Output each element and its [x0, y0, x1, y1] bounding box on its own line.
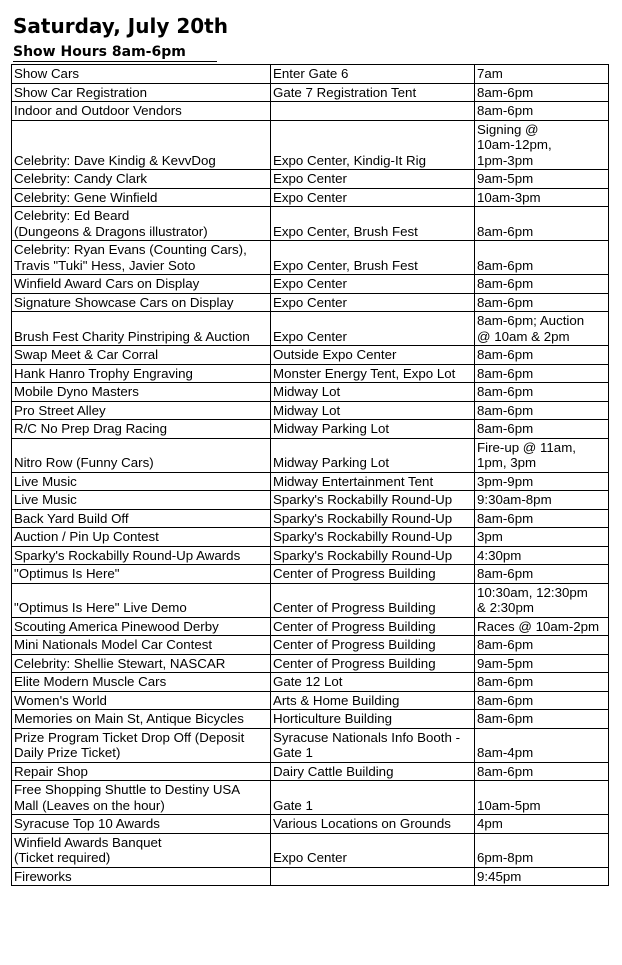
time-cell: 4pm — [475, 815, 609, 834]
location-cell: Center of Progress Building — [271, 654, 475, 673]
location-cell: Various Locations on Grounds — [271, 815, 475, 834]
location-cell: Midway Entertainment Tent — [271, 472, 475, 491]
location-cell: Expo Center — [271, 188, 475, 207]
location-cell: Monster Energy Tent, Expo Lot — [271, 364, 475, 383]
table-row — [12, 617, 609, 636]
event-cell: Celebrity: Gene Winfield — [12, 188, 271, 207]
location-cell: Arts & Home Building — [271, 691, 475, 710]
table-row — [12, 293, 609, 312]
event-cell: Signature Showcase Cars on Display — [12, 293, 271, 312]
table-row — [12, 207, 609, 241]
location-cell: Sparky's Rockabilly Round-Up — [271, 546, 475, 565]
event-cell: Women's World — [12, 691, 271, 710]
table-row — [12, 491, 609, 510]
time-cell: 10am-5pm — [475, 781, 609, 815]
table-row — [12, 673, 609, 692]
time-cell: 9:45pm — [475, 867, 609, 886]
event-cell: Celebrity: Shellie Stewart, NASCAR — [12, 654, 271, 673]
location-cell: Expo Center — [271, 833, 475, 867]
table-row — [12, 383, 609, 402]
event-cell: Mobile Dyno Masters — [12, 383, 271, 402]
location-cell: Center of Progress Building — [271, 617, 475, 636]
event-cell: Brush Fest Charity Pinstriping & Auction — [12, 312, 271, 346]
table-row — [12, 833, 609, 867]
event-cell: "Optimus Is Here" — [12, 565, 271, 584]
table-row — [12, 654, 609, 673]
location-cell: Enter Gate 6 — [271, 65, 475, 84]
table-row — [12, 188, 609, 207]
event-cell: Sparky's Rockabilly Round-Up Awards — [12, 546, 271, 565]
table-row — [12, 815, 609, 834]
time-cell: Signing @ 10am-12pm, 1pm-3pm — [475, 120, 609, 170]
event-cell: Celebrity: Candy Clark — [12, 170, 271, 189]
table-row — [12, 472, 609, 491]
table-row — [12, 636, 609, 655]
event-cell: Winfield Award Cars on Display — [12, 275, 271, 294]
location-cell — [271, 867, 475, 886]
event-cell: Show Car Registration — [12, 83, 271, 102]
table-row — [12, 781, 609, 815]
location-cell: Expo Center, Brush Fest — [271, 207, 475, 241]
table-row — [12, 102, 609, 121]
time-cell: 8am-6pm — [475, 383, 609, 402]
event-cell: Indoor and Outdoor Vendors — [12, 102, 271, 121]
schedule-table-body — [12, 65, 609, 886]
event-cell: Nitro Row (Funny Cars) — [12, 438, 271, 472]
table-row — [12, 762, 609, 781]
time-cell: 3pm-9pm — [475, 472, 609, 491]
location-cell: Midway Parking Lot — [271, 420, 475, 439]
event-cell: Swap Meet & Car Corral — [12, 346, 271, 365]
event-cell: Celebrity: Ed Beard (Dungeons & Dragons illustrator) — [12, 207, 271, 241]
event-cell: Live Music — [12, 491, 271, 510]
time-cell: 8am-6pm — [475, 364, 609, 383]
table-row — [12, 241, 609, 275]
event-cell: Syracuse Top 10 Awards — [12, 815, 271, 834]
table-row — [12, 710, 609, 729]
location-cell — [271, 102, 475, 121]
table-row — [12, 346, 609, 365]
event-cell: Memories on Main St, Antique Bicycles — [12, 710, 271, 729]
location-cell: Expo Center — [271, 293, 475, 312]
time-cell: 8am-6pm — [475, 83, 609, 102]
time-cell: 8am-6pm — [475, 710, 609, 729]
time-cell: 8am-6pm — [475, 102, 609, 121]
schedule-table — [11, 64, 609, 886]
time-cell: 9am-5pm — [475, 654, 609, 673]
time-cell: 9:30am-8pm — [475, 491, 609, 510]
time-cell: Fire-up @ 11am, 1pm, 3pm — [475, 438, 609, 472]
event-cell: Live Music — [12, 472, 271, 491]
time-cell: 8am-6pm — [475, 275, 609, 294]
location-cell: Center of Progress Building — [271, 636, 475, 655]
time-cell: 10am-3pm — [475, 188, 609, 207]
location-cell: Outside Expo Center — [271, 346, 475, 365]
location-cell: Gate 7 Registration Tent — [271, 83, 475, 102]
location-cell: Expo Center — [271, 170, 475, 189]
time-cell: 8am-4pm — [475, 728, 609, 762]
page-title: Saturday, July 20th — [13, 14, 228, 38]
time-cell: 9am-5pm — [475, 170, 609, 189]
event-cell: Celebrity: Dave Kindig & KevvDog — [12, 120, 271, 170]
table-row — [12, 565, 609, 584]
time-cell: 8am-6pm — [475, 509, 609, 528]
location-cell: Horticulture Building — [271, 710, 475, 729]
event-cell: Mini Nationals Model Car Contest — [12, 636, 271, 655]
event-cell: R/C No Prep Drag Racing — [12, 420, 271, 439]
time-cell: 8am-6pm — [475, 565, 609, 584]
time-cell: Races @ 10am-2pm — [475, 617, 609, 636]
location-cell: Center of Progress Building — [271, 565, 475, 584]
location-cell: Expo Center, Brush Fest — [271, 241, 475, 275]
table-row — [12, 65, 609, 84]
table-row — [12, 420, 609, 439]
location-cell: Expo Center — [271, 312, 475, 346]
location-cell: Expo Center — [271, 275, 475, 294]
time-cell: 8am-6pm; Auction @ 10am & 2pm — [475, 312, 609, 346]
event-cell: Back Yard Build Off — [12, 509, 271, 528]
time-cell: 6pm-8pm — [475, 833, 609, 867]
time-cell: 8am-6pm — [475, 401, 609, 420]
table-row — [12, 691, 609, 710]
event-cell: Fireworks — [12, 867, 271, 886]
time-cell: 3pm — [475, 528, 609, 547]
location-cell: Sparky's Rockabilly Round-Up — [271, 528, 475, 547]
time-cell: 7am — [475, 65, 609, 84]
event-cell: Free Shopping Shuttle to Destiny USA Mall (Leaves on the hour) — [12, 781, 271, 815]
event-cell: Hank Hanro Trophy Engraving — [12, 364, 271, 383]
time-cell: 8am-6pm — [475, 420, 609, 439]
location-cell: Sparky's Rockabilly Round-Up — [271, 491, 475, 510]
location-cell: Syracuse Nationals Info Booth - Gate 1 — [271, 728, 475, 762]
event-cell: Pro Street Alley — [12, 401, 271, 420]
event-cell: Show Cars — [12, 65, 271, 84]
time-cell: 8am-6pm — [475, 691, 609, 710]
table-row — [12, 364, 609, 383]
time-cell: 8am-6pm — [475, 636, 609, 655]
event-cell: Elite Modern Muscle Cars — [12, 673, 271, 692]
event-cell: Prize Program Ticket Drop Off (Deposit Daily Prize Ticket) — [12, 728, 271, 762]
time-cell: 8am-6pm — [475, 293, 609, 312]
table-row — [12, 867, 609, 886]
location-cell: Midway Lot — [271, 383, 475, 402]
location-cell: Center of Progress Building — [271, 583, 475, 617]
subtitle-underline — [13, 61, 217, 62]
table-row — [12, 438, 609, 472]
table-row — [12, 170, 609, 189]
time-cell: 8am-6pm — [475, 241, 609, 275]
event-cell: Scouting America Pinewood Derby — [12, 617, 271, 636]
location-cell: Gate 1 — [271, 781, 475, 815]
table-row — [12, 275, 609, 294]
event-cell: "Optimus Is Here" Live Demo — [12, 583, 271, 617]
table-row — [12, 546, 609, 565]
location-cell: Expo Center, Kindig-It Rig — [271, 120, 475, 170]
show-hours-subtitle: Show Hours 8am-6pm — [13, 44, 186, 60]
time-cell: 8am-6pm — [475, 346, 609, 365]
table-row — [12, 509, 609, 528]
event-cell: Auction / Pin Up Contest — [12, 528, 271, 547]
table-row — [12, 583, 609, 617]
event-cell: Celebrity: Ryan Evans (Counting Cars), Travis "Tuki" Hess, Javier Soto — [12, 241, 271, 275]
time-cell: 8am-6pm — [475, 207, 609, 241]
time-cell: 4:30pm — [475, 546, 609, 565]
time-cell: 8am-6pm — [475, 762, 609, 781]
location-cell: Sparky's Rockabilly Round-Up — [271, 509, 475, 528]
table-row — [12, 528, 609, 547]
table-row — [12, 728, 609, 762]
location-cell: Dairy Cattle Building — [271, 762, 475, 781]
time-cell: 8am-6pm — [475, 673, 609, 692]
table-row — [12, 401, 609, 420]
table-row — [12, 120, 609, 170]
event-cell: Winfield Awards Banquet (Ticket required) — [12, 833, 271, 867]
table-row — [12, 83, 609, 102]
location-cell: Gate 12 Lot — [271, 673, 475, 692]
event-cell: Repair Shop — [12, 762, 271, 781]
time-cell: 10:30am, 12:30pm & 2:30pm — [475, 583, 609, 617]
location-cell: Midway Parking Lot — [271, 438, 475, 472]
location-cell: Midway Lot — [271, 401, 475, 420]
table-row — [12, 312, 609, 346]
